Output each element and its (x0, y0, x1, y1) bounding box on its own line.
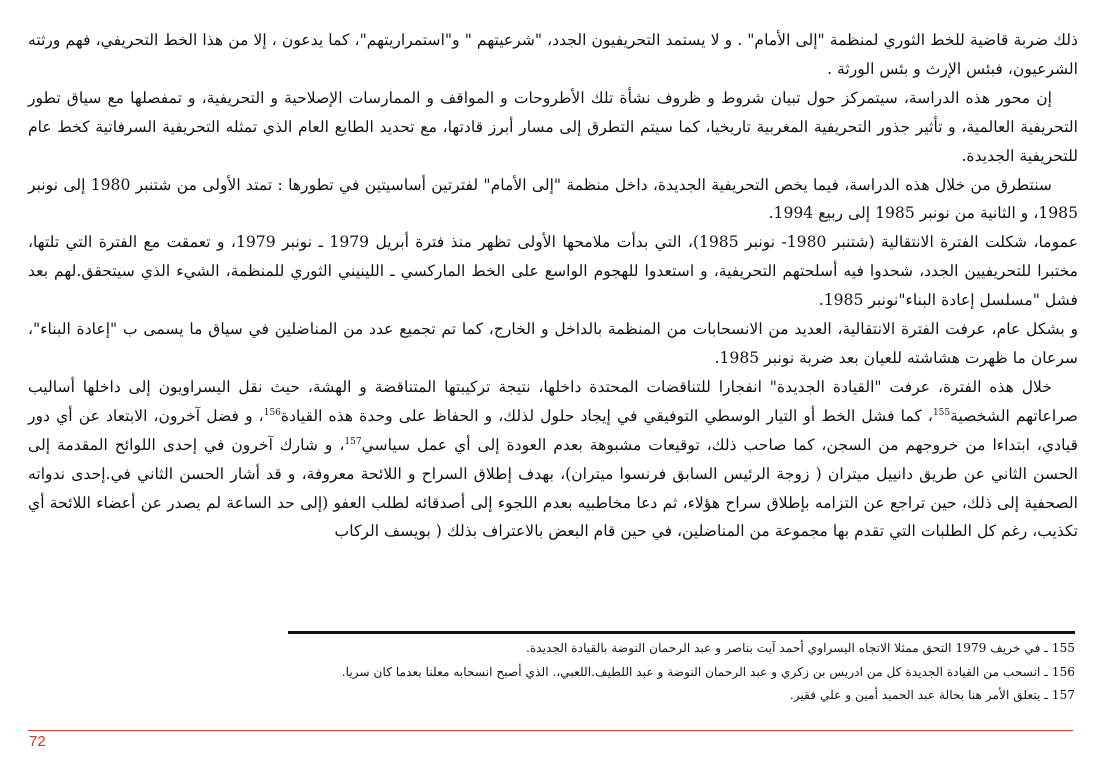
paragraph-6-part-b: ، كما فشل الخط أو التيار الوسطي التوفيقي في إيجاد حلول لذلك، و الحفاظ على وحدة هذه القيادة (280, 406, 933, 425)
paragraph-6 (28, 373, 1078, 546)
paragraph-1: ذلك ضربة قاضية للخط الثوري لمنظمة "إلى الأمام" . و لا يستمد التحريفيون الجدد، "شرعيتهم " و"استمراريتهم"، كما يدعون ، إلا من هذا الخط التحريفي، فهم ورثته الشرعيون، فبئس الإرث و بئس الورثة . (28, 31, 1078, 78)
footnote-156: 156 ـ انسحب من القيادة الجديدة كل من ادريس بن زكري و عبد الرحمان النوضة و عبد اللطيف.اللعبي،. الذي أصبح انسحابه معلنا بعدما كان سريا. (341, 664, 1075, 679)
footnote-ref-156[interactable]: 156 (263, 407, 281, 418)
paragraph-2: إن محور هذه الدراسة، سيتمركز حول تبيان شروط و ظروف نشأة تلك الأطروحات و المواقف و الممارسات الإصلاحية و التحريفية، و تمفصلها مع سياق تطور التحريفية العالمية، و تأثير جذور التحريفية المغربية تاريخيا، كما سيتم التطرق إلى مسار أبرز قادتها، مع تحديد الطابع العام الذي تمثله التحريفية السرفاتية كخط عام للتحريفية الجديدة. (28, 88, 1078, 165)
footnote-157: 157 ـ يتعلق الأمر هنا بحالة عبد الحميد أمين و علي فقير. (789, 688, 1075, 702)
footnote-separator (288, 631, 1075, 634)
page-number-rule (28, 730, 1073, 731)
body-text (28, 26, 1078, 546)
paragraph-3: سنتطرق من خلال هذه الدراسة، فيما يخص التحريفية الجديدة، داخل منظمة "إلى الأمام" لفترتين أساسيتين في تطورها : تمتد الأولى من شتنبر 1980 إلى نونبر 1985، و الثانية من نونبر 1985 إلى ربيع 1994. (28, 175, 1078, 223)
paragraph-4: عموما، شكلت الفترة الانتقالية (شتنبر 1980- نونبر 1985)، التي بدأت ملامحها الأولى تظهر منذ فترة أبريل 1979 ـ نونبر 1979، و تعمقت مع الفترة التي تلتها، مختبرا للتحريفيين الجدد، شحدوا فيه أسلحتهم التحريفية، و استعدوا للهجوم الواسع على الخط الماركسي ـ اللينيني الثوري للمنظمة، الشيء الذي سيتحقق.لهم بعد فشل "مسلسل إعادة البناء"نونبر 1985. (28, 233, 1079, 310)
paragraph-5: و بشكل عام، عرفت الفترة الانتقالية، العديد من الانسحابات من المنظمة بالداخل و الخارج، كما تم تجميع عدد من المناضلين في سياق ما يسمى ب "إعادة البناء"، سرعان ما ظهرت هشاشته للعيان بعد ضربة نونبر 1985. (28, 320, 1078, 367)
paragraph-6-part-a: خلال هذه الفترة، عرفت "القيادة الجديدة" انفجارا للتناقضات المحتدة داخلها، نتيجة تركيبتها المتناقضة و الهشة، حيث نقل اليسراويون إلى داخلها أساليب صراعاتهم الشخصية (28, 377, 1078, 425)
footnotes (300, 637, 1075, 708)
paragraph-6-part-d: ، و شارك آخرون في إحدى اللوائح المقدمة إلى الحسن الثاني عن طريق دانييل ميتران ( زوجة الرئيس السابق فرنسوا ميتران)، بهدف إطلاق السراح و اللائحة معروفة، و قد أشار الحسن الثاني في.إحدى ندواته الصحفية إلى ذلك، حين تراجع عن التزامه بإطلاق سراح هؤلاء، ثم دعا مخاطبيه بعدم اللجوء إلى أصدقائه لطلب العفو (إلى حد الساعة لم يصدر عن أعضاء اللائحة أي تكذيب، رغم كل الطلبات التي تقدم بها مجموعة من المناضلين، في حين قام البعض بالاعتراف بذلك ( بويسف الركاب (28, 435, 1078, 541)
footnote-ref-157[interactable]: 157 (344, 436, 362, 447)
page-number: 72 (29, 733, 46, 750)
footnote-155: 155 ـ في خريف 1979 التحق ممثلا الاتجاه اليسراوي أحمد آيت بناصر و عبد الرحمان النوضة بالقيادة الجديدة. (525, 641, 1075, 655)
paragraph-6-part-c: ، و فضل آخرون، الابتعاد عن أي دور قيادي، ابتداءا من خروجهم من السجن، كما صاحب ذلك، توقيعات مشبوهة بعدم العودة إلى أي عمل سياسي (28, 406, 1078, 454)
footnote-ref-155[interactable]: 155 (932, 407, 951, 418)
